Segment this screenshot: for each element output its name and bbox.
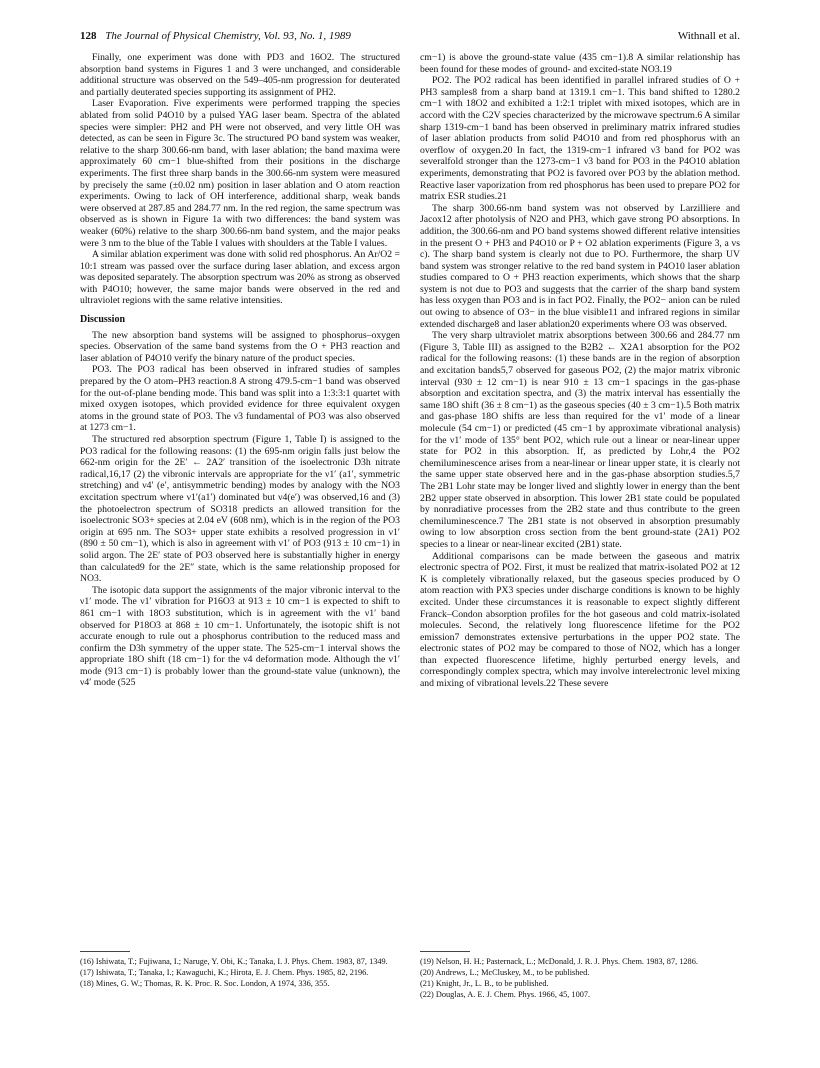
footnote-rule-right xyxy=(420,951,470,952)
paragraph: PO3. The PO3 radical has been observed in infrared studies of samples prepared by the O atom–PH3 reaction.8 A strong 479.5-cm−1 band was observed for the out-of-plane bending mode. This band was split into a 1:3:3:1 quartet with mixed oxygen isotopes, which provided evidence for three equivalent oxygen atoms in the ground state of PO3. The ν3 fundamental of PO3 was also observed at 1273 cm−1. xyxy=(80,364,400,434)
paragraph: The structured red absorption spectrum (Figure 1, Table I) is assigned to the PO3 radical for the following reasons: (1) the 695-nm origin falls just below the 662-nm origin for the 2E′ ← 2A2′ transition of the isoelectronic D3h nitrate radical,16,17 (2) the vibronic intervals are appropriate for the ν1′ (a1′, symmetric stretching) and ν4′ (e′, antisymmetric bending) modes by analogy with the NO3 excitation spectrum where ν1′(a1′) dominated but ν4(e′) was observed,16 and (3) the photoelectron spectrum of SO318 predicts an allowed transition for the isoelectronic SO3+ species at 2.04 eV (608 nm), which is in the region of the PO3 origin at 695 nm. The SO3+ upper state exhibits a resolved progression in ν1′ (890 ± 50 cm−1), which is also in agreement with ν1′ of PO3 (913 ± 10 cm−1) in solid argon. The 2E′ state of PO3 observed here is substantially higher in energy than calculated9 for the 2E″ state, which is the same relationship proposed for NO3. xyxy=(80,434,400,585)
paragraph: Additional comparisons can be made between the gaseous and matrix electronic spectra of PO2. First, it must be realized that matrix-isolated PO2 at 12 K is completely vibrationally relaxed, but the gaseous species produced by O atom reaction with PX3 species under discharge conditions is known to be highly excited. Under these circumstances it is reasonable to expect slightly different Franck–Condon absorption profiles for the hot gaseous and cold matrix-isolated molecules. Second, the relatively long fluorescence lifetime for the PO2 emission7 demonstrates extensive perturbations in the upper PO2 state. The electronic states of PO2 may be compared to those of NO2, which has a longer than expected fluorescence lifetime, highly perturbed energy levels, and correspondingly complex spectra, which may involve interelectronic level mixing and mixing of vibrational levels.22 These severe xyxy=(420,550,740,690)
paragraph: PO2. The PO2 radical has been identified in parallel infrared studies of O + PH3 samples8 from a sharp band at 1319.1 cm−1. This band shifted to 1280.2 cm−1 with 18O2 and exhibited a 1:2:1 triplet with mixed isotopes, which are in accord with the C2V species characterized by the microwave spectrum.6 A similar sharp 1319-cm−1 band has been observed in preliminary matrix infrared studies of laser ablation products from solid P4O10 and from red phosphorus with an overflow of oxygen.20 In fact, the 1319-cm−1 infrared ν3 band for PO2 was severalfold stronger than the 1273-cm−1 ν3 band for PO3 in the P4O10 ablation experiments, demonstrating that PO2 is favored over PO3 by the ablation method. Reactive laser vaporization from red phosphorus has been used to prepare PO2 for matrix ESR studies.21 xyxy=(420,75,740,203)
paragraph: The very sharp ultraviolet matrix absorptions between 300.66 and 284.77 nm (Figure 3, Table III) as assigned to the B2B2 ← X2A1 absorption for the PO2 radical for the following reasons: (1) these bands are in the region of absorption and excitation bands5,7 observed for gaseous PO2, (2) the major matrix vibronic interval (930 ± 12 cm−1) is near 910 ± 13 cm−1 spacings in the gas-phase absorption and excitation spectra, and (3) the matrix interval has essentially the same 18O shift (36 ± 8 cm−1) as the gaseous species (40 ± 3 cm−1).5 Both matrix and gas-phase 18O shifts are less than required for the ν1′ mode of a linear molecule (54 cm−1) or predicted (45 cm−1 by approximate vibrational analysis) for the ν1′ mode of 135° bent PO2, which rule out a linear or near-linear upper state for PO2 in this absorption. If, as predicted by Lohr,4 the PO2 chemiluminescence arises from a near-linear or linear upper state, it is clearly not the same upper state observed here and in the gas-phase absorption studies.5,7 The 2B1 Lohr state may be longer lived and slightly lower in energy than the bent 2B2 upper state observed in absorption. This lower 2B1 state could be populated by nonradiative processes from the 2B2 state and thus contribute to the green chemiluminescence.7 The 2B1 state is not observed in absorption presumably owing to low absorption cross section from the bent ground-state (2A1) PO2 species to a linear or near-linear excited (2B1) state. xyxy=(420,330,740,550)
footnote-reference: (20) Andrews, L.; McCluskey, M., to be published. xyxy=(420,968,590,977)
page-number: 128 xyxy=(80,30,97,42)
paragraph: The sharp 300.66-nm band system was not observed by Larzilliere and Jacox12 after photolysis of N2O and PH3, which gave strong PO absorptions. In addition, the 300.66-nm and PO band systems showed different relative intensities in the present O + PH3 and P4O10 or P + O2 ablation experiments (Figure 3, a vs c). The sharp band system is clearly not due to PO. Furthermore, the sharp UV band system was stronger relative to the red band system in P4O10 laser ablation studies compared to O + PH3 reaction experiments, which shows that the sharp system is not due to PO3 and suggests that the carrier of the sharp band system has less oxygen than PO3 and is in fact PO2. Finally, the PO2− anion can be ruled out owing to absence of O3− in the blue visible11 and infrared regions in similar extended discharge8 and laser ablation20 experiments where O3 was observed. xyxy=(420,202,740,330)
running-header xyxy=(80,28,740,44)
paragraph: The isotopic data support the assignments of the major vibronic interval to the ν1′ mode. The ν1′ vibration for P16O3 at 913 ± 10 cm−1 is expected to shift to 861 cm−1 with 18O3 substitution, which is in agreement with the ν1′ band observed for P18O3 at 868 ± 10 cm−1. Unfortunately, the isotopic shift is not accurate enough to rule out a phosphorus contribution to the reduced mass and confirm the D3h symmetry of the upper state. The 525-cm−1 interval shows the appropriate 18O shift (18 cm−1) for the ν4 deformation mode. Although the ν1′ mode (913 cm−1) is probably lower than the ground-state value (unknown), the ν4′ mode (525 xyxy=(80,584,400,689)
footnote-reference: (22) Douglas, A. E. J. Chem. Phys. 1966, 45, 1007. xyxy=(420,990,591,999)
paragraph: A similar ablation experiment was done with solid red phosphorus. An Ar/O2 = 10:1 stream was passed over the surface during laser ablation, and excess argon was deposited separately. The absorption spectrum was 20% as strong as observed with P4O10; however, the same major bands were observed in the red and ultraviolet regions with the same relative intensities. xyxy=(80,249,400,307)
header-left xyxy=(80,28,351,44)
footnote-reference: (19) Nelson, H. H.; Pasternack, L.; McDonald, J. R. J. Phys. Chem. 1983, 87, 1286. xyxy=(420,957,698,966)
section-heading: Discussion xyxy=(80,314,126,326)
footnote-reference: (16) Ishiwata, T.; Fujiwana, I.; Naruge, Y. Obi, K.; Tanaka, I. J. Phys. Chem. 1983, 87, 1349. xyxy=(80,957,388,966)
footnotes-right xyxy=(420,957,740,1001)
footnotes-left xyxy=(80,957,400,990)
left-column xyxy=(80,52,400,942)
paragraph: Finally, one experiment was done with PD3 and 16O2. The structured absorption band systems in Figures 1 and 3 were unchanged, and considerable additional structure was observed on the 549–405-nm progression for deuterated and partially deuterated species supporting its assignment of PH2. xyxy=(80,52,400,98)
paragraph: The new absorption band systems will be assigned to phosphorus–oxygen species. Observation of the same band systems from the O + PH3 reaction and laser ablation of P4O10 verify the binary nature of the product species. xyxy=(80,329,400,364)
authors-header: Withnall et al. xyxy=(677,30,740,42)
footnote-reference: (17) Ishiwata, T.; Tanaka, I.; Kawaguchi, K.; Hirota, E. J. Chem. Phys. 1985, 82, 2196. xyxy=(80,968,369,977)
paragraph: cm−1) is above the ground-state value (435 cm−1).8 A similar relationship has been found for these modes of ground- and excited-state NO3.19 xyxy=(420,52,740,75)
footnote-reference: (21) Knight, Jr., L. B., to be published. xyxy=(420,979,549,988)
footnote-rule-left xyxy=(80,951,130,952)
journal-citation: The Journal of Physical Chemistry, Vol. 93, No. 1, 1989 xyxy=(105,30,351,42)
right-column xyxy=(420,52,740,942)
footnote-reference: (18) Mines, G. W.; Thomas, R. K. Proc. R. Soc. London, A 1974, 336, 355. xyxy=(80,979,330,988)
paragraph: Laser Evaporation. Five experiments were performed trapping the species ablated from solid P4O10 by a pulsed YAG laser beam. Spectra of the ablated species were simpler: PH2 and PH were not observed, and very little OH was detected, as can be seen in Figure 3c. The structured PO band system was weaker, relative to the sharp 300.66-nm band, with laser ablation; the band maxima were approximately 60 cm−1 blue-shifted from their positions in the discharge experiments. The first three sharp bands in the 300.66-nm system were measured by precisely the same (±0.02 nm) position in laser ablation and O atom reaction experiments. Owing to lack of OH interference, additional sharp, weak bands were observed at 287.85 and 284.77 nm. In the red region, the same spectrum was observed as is shown in Figure 1a with two differences: the band system was weaker (60%) relative to the sharp 300.66-nm band system, and the major peaks were 3 nm to the blue of the Table I values with shoulders at the Table I values. xyxy=(80,98,400,249)
